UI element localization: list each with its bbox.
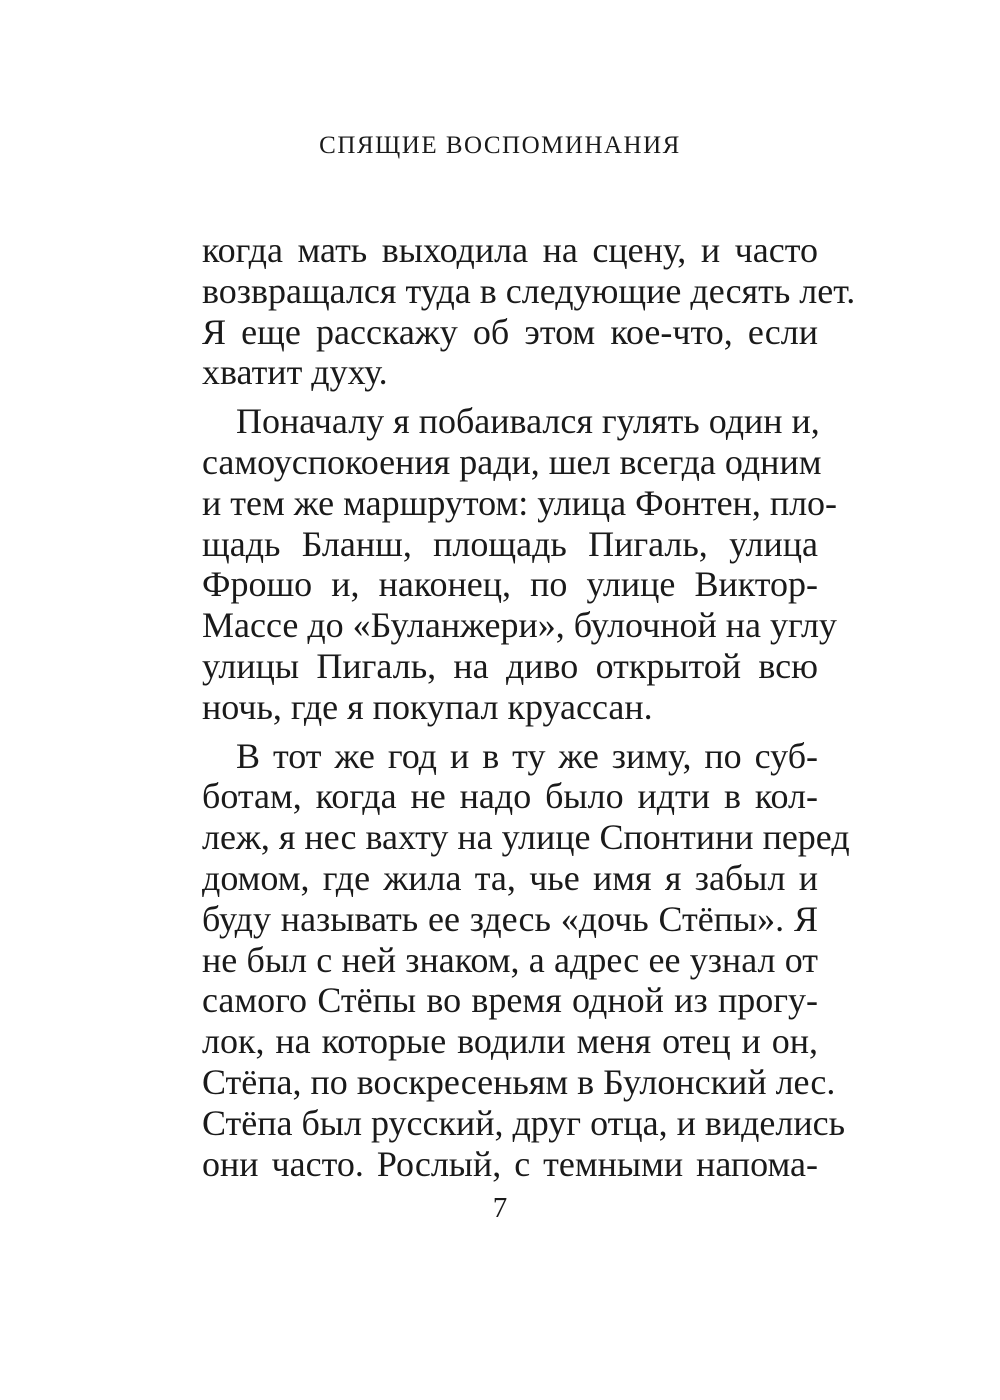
text-line: когда мать выходила на сцену, и часто [202, 230, 818, 270]
text-line: ночь, где я покупал круассан. [202, 686, 653, 727]
text-line: возвращался туда в следующие десять лет. [202, 270, 856, 311]
text-line: не был с ней знаком, а адрес ее узнал от [202, 939, 818, 980]
text-line: В тот же год и в ту же зиму, по суб- [236, 735, 818, 776]
text-line: лок, на которые водили меня отец и он, [202, 1021, 818, 1062]
text-line: Массе до «Буланжери», булочной на углу [202, 605, 837, 646]
text-line: Стёпа был русский, друг отца, и виделись [202, 1102, 846, 1143]
body-text [202, 230, 856, 1184]
text-line: буду называть ее здесь «дочь Стёпы». Я [202, 898, 818, 939]
paragraph-gap [202, 728, 818, 736]
text-line: и тем же маршрутом: улица Фонтен, пло- [202, 482, 838, 523]
paragraph-1 [202, 230, 856, 393]
text-line: Фрошо и, наконец, по улице Виктор- [202, 564, 818, 605]
text-line: самого Стёпы во время одной из прогу- [202, 980, 818, 1021]
text-line: щадь Бланш, площадь Пигаль, улица [202, 523, 818, 564]
text-line: ботам, когда не надо было идти в кол- [202, 776, 818, 817]
text-line: леж, я нес вахту на улице Спонтини перед [202, 817, 850, 858]
page-number: 7 [492, 1192, 508, 1224]
text-line: домом, где жила та, чье имя я забыл и [202, 857, 818, 898]
text-line: они часто. Рослый, с темными напома- [202, 1143, 818, 1184]
text-line: хватит духу. [202, 352, 388, 393]
paragraph-2 [202, 401, 838, 727]
text-line: Поначалу я побаивался гулять один и, [236, 401, 820, 442]
text-line: Стёпа, по воскресеньям в Булонский лес. [202, 1061, 836, 1102]
paragraph-3 [202, 735, 850, 1185]
text-line: самоуспокоения ради, шел всегда одним [202, 441, 822, 482]
running-head: СПЯЩИЕ ВОСПОМИНАНИЯ [319, 132, 681, 159]
text-line: Я еще расскажу об этом кое-что, если [202, 311, 818, 352]
text-line: улицы Пигаль, на диво открытой всю [202, 645, 818, 686]
paragraph-gap [202, 393, 818, 401]
